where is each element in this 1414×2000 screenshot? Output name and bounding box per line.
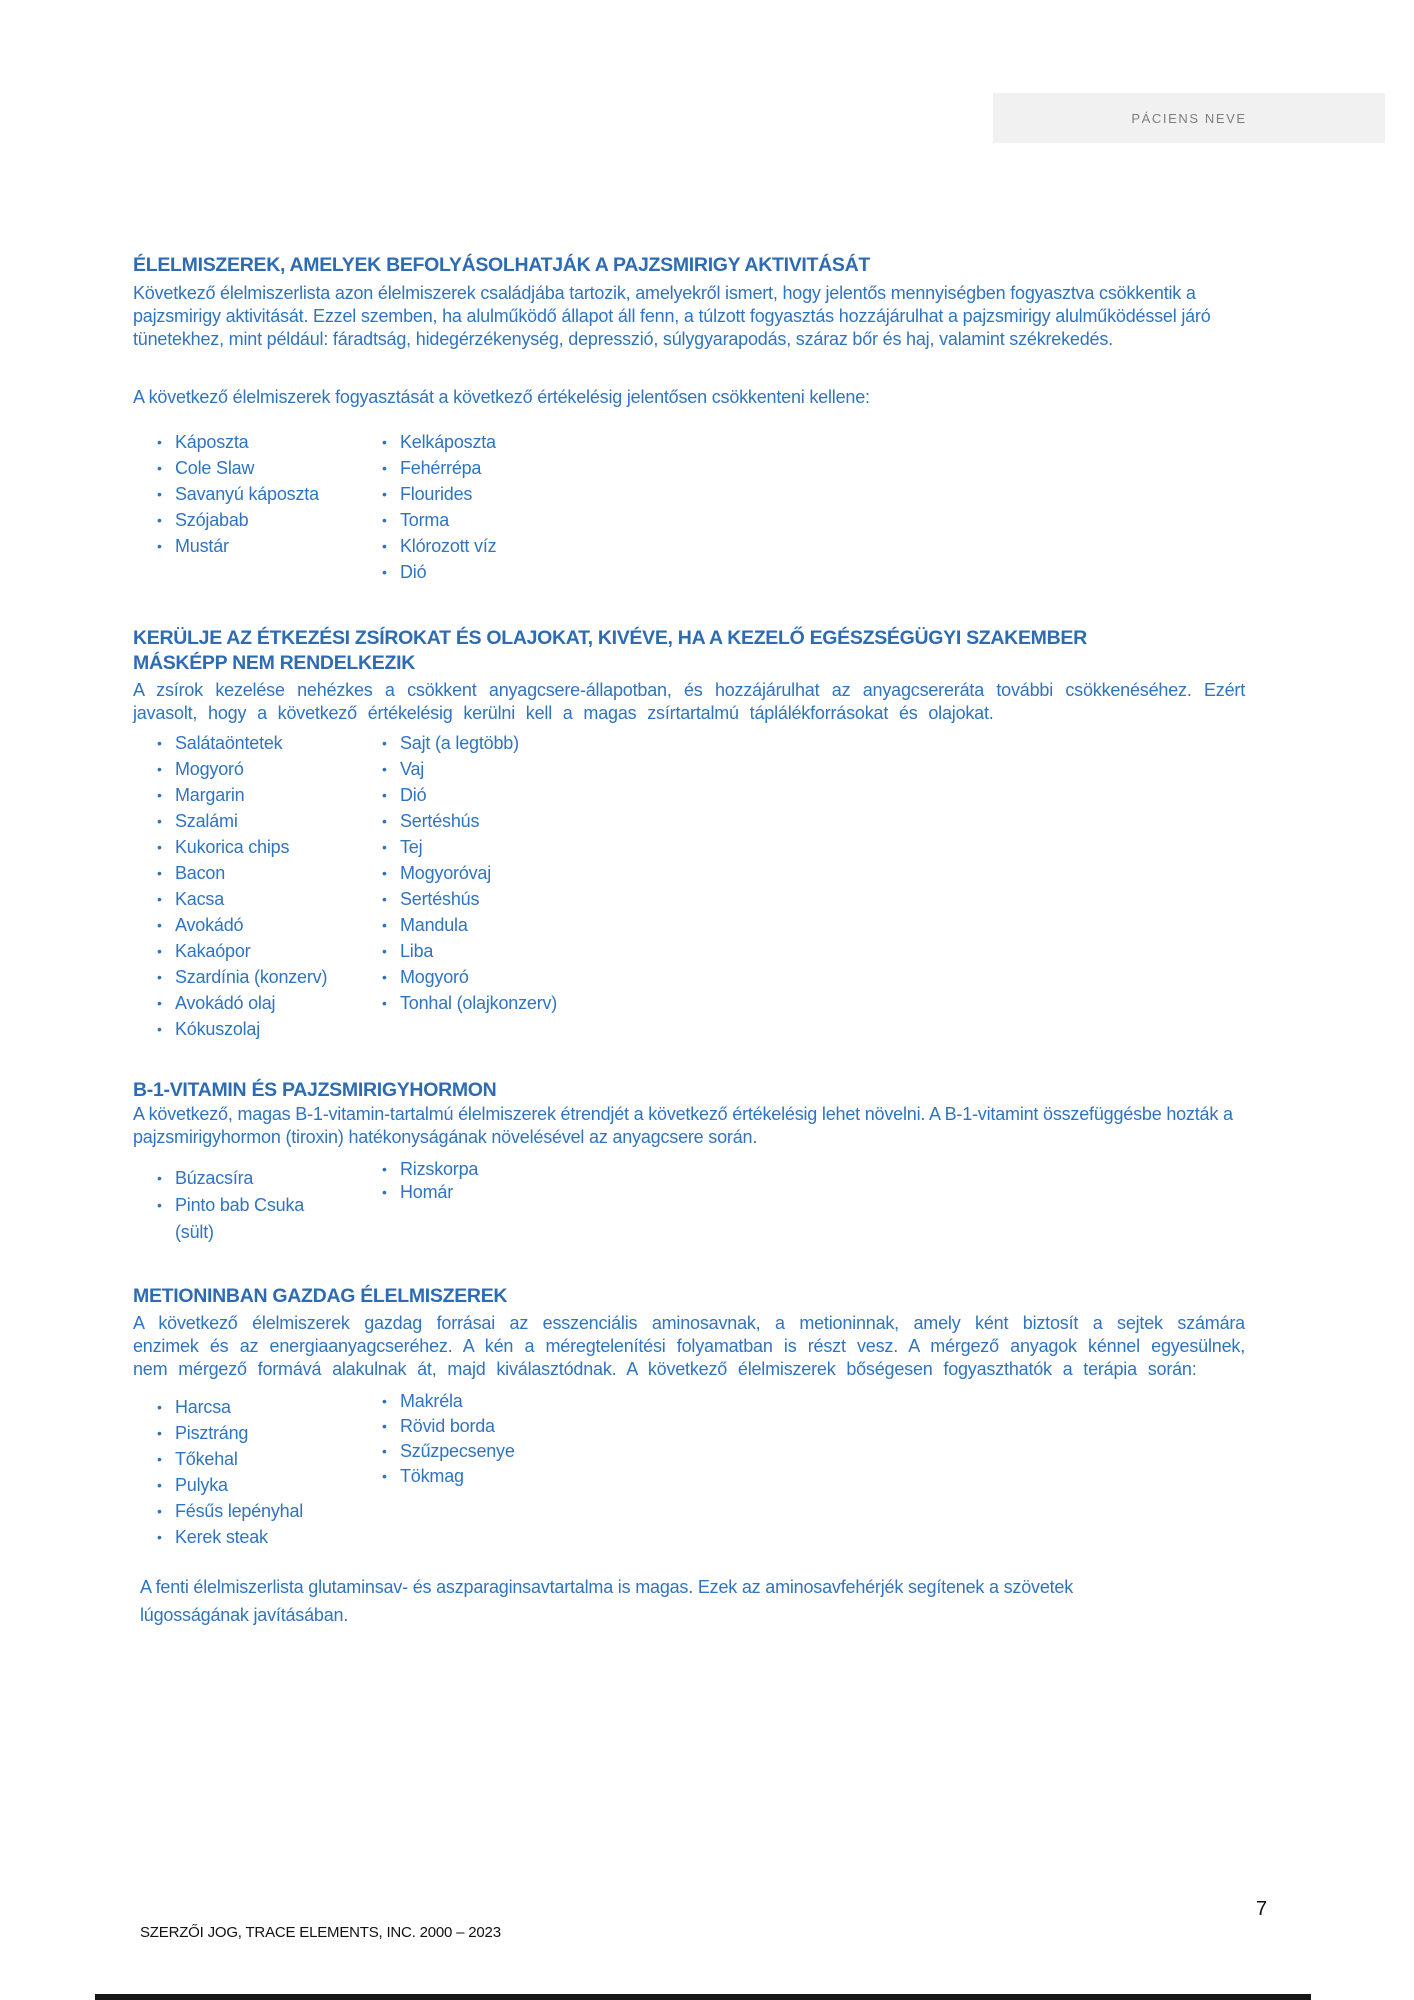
list-item bbox=[380, 1159, 478, 1179]
bullet-icon: • bbox=[157, 1477, 162, 1493]
list-item bbox=[155, 733, 380, 754]
heading-line: KERÜLJE AZ ÉTKEZÉSI ZSÍROKAT ÉS OLAJOKAT, KIVÉVE, HA A KEZELŐ EGÉSZSÉGÜGYI SZAKEMBER bbox=[133, 627, 1087, 649]
bullet-icon: • bbox=[157, 787, 162, 803]
list-item bbox=[155, 1019, 380, 1040]
bullet-icon: • bbox=[382, 943, 387, 959]
bullet-icon: • bbox=[382, 891, 387, 907]
list-item-label: Dió bbox=[400, 562, 427, 582]
list-item bbox=[380, 562, 496, 583]
list-item bbox=[155, 811, 380, 832]
bullet-icon: • bbox=[157, 865, 162, 881]
bullet-icon: • bbox=[382, 917, 387, 933]
bullet-icon: • bbox=[157, 891, 162, 907]
bullet-icon: • bbox=[157, 943, 162, 959]
list-item-label: Makréla bbox=[400, 1391, 463, 1411]
food-list-b1 bbox=[133, 1159, 1245, 1246]
bullet-icon: • bbox=[382, 538, 387, 554]
bullet-icon: • bbox=[157, 917, 162, 933]
section-methionine bbox=[133, 1284, 1245, 1629]
list-item-label: Szardínia (konzerv) bbox=[175, 967, 328, 987]
list-item-label: Szójabab bbox=[175, 510, 249, 530]
list-item-label: Kelkáposzta bbox=[400, 432, 496, 452]
list-item bbox=[155, 993, 380, 1014]
section-intro: A következő élelmiszerek fogyasztását a következő értékelésig jelentősen csökkenteni kellene: bbox=[133, 387, 870, 407]
list-item-label: Homár bbox=[400, 1182, 454, 1202]
list-item bbox=[380, 759, 557, 780]
list-item-label: Avokádó olaj bbox=[175, 993, 276, 1013]
copyright-text: SZERZŐI JOG, TRACE ELEMENTS, INC. 2000 – 2023 bbox=[140, 1924, 501, 1941]
list-item-label: Cole Slaw bbox=[175, 458, 255, 478]
list-item bbox=[380, 941, 557, 962]
list-item-label: Pulyka bbox=[175, 1475, 228, 1495]
bullet-icon: • bbox=[157, 969, 162, 985]
list-item-label: Kerek steak bbox=[175, 1527, 268, 1547]
list-item-label: Margarin bbox=[175, 785, 245, 805]
list-item-label: Mogyoró bbox=[175, 759, 244, 779]
bullet-icon: • bbox=[157, 839, 162, 855]
bullet-icon: • bbox=[382, 460, 387, 476]
list-item bbox=[380, 1466, 515, 1486]
list-item bbox=[155, 458, 380, 479]
list-item-label: Harcsa bbox=[175, 1397, 231, 1417]
list-item-label: Torma bbox=[400, 510, 450, 530]
bullet-icon: • bbox=[382, 865, 387, 881]
bullet-icon: • bbox=[382, 969, 387, 985]
list-item-label: Mogyoróvaj bbox=[400, 863, 492, 883]
bullet-icon: • bbox=[157, 1451, 162, 1467]
list-item-label: Tőkehal bbox=[175, 1449, 238, 1469]
food-list-reduce bbox=[133, 432, 1245, 588]
food-list-methionine bbox=[133, 1391, 1245, 1553]
food-list-column bbox=[380, 1159, 478, 1205]
bullet-icon: • bbox=[382, 813, 387, 829]
bullet-icon: • bbox=[382, 735, 387, 751]
bullet-icon: • bbox=[157, 538, 162, 554]
list-item bbox=[155, 1501, 380, 1522]
bullet-icon: • bbox=[382, 1184, 387, 1200]
bullet-icon: • bbox=[382, 839, 387, 855]
list-item bbox=[155, 1423, 380, 1444]
list-item bbox=[380, 733, 557, 754]
list-item bbox=[155, 1475, 380, 1496]
list-item bbox=[380, 432, 496, 453]
section-heading: B-1-VITAMIN ÉS PAJZSMIRIGYHORMON bbox=[133, 1079, 497, 1101]
bullet-icon: • bbox=[157, 434, 162, 450]
list-item bbox=[155, 837, 380, 858]
list-item bbox=[155, 967, 380, 988]
food-list-column bbox=[155, 1165, 380, 1246]
list-item-label: Kakaópor bbox=[175, 941, 251, 961]
list-item bbox=[380, 536, 496, 557]
list-item-label: Búzacsíra bbox=[175, 1168, 254, 1188]
list-item-label: Rövid borda bbox=[400, 1416, 495, 1436]
bullet-icon: • bbox=[382, 1443, 387, 1459]
section-paragraph: Következő élelmiszerlista azon élelmiszerek családjába tartozik, amelyekről ismert, hogy jelentős mennyiségben fogyasztva csökkentik a pajzsmirigy aktivitását. Ezzel szemben, ha alulműködő állapot áll fenn, a túlzott fogyasztás hozzájárulhat a pajzsmirigy alulműködéssel járó tünetekhez, mint például: fáradtság, hidegérzékenység, depresszió, súlygyarapodás, száraz bőr és haj, valamint székrekedés. bbox=[133, 283, 1211, 349]
list-item-label: Tonhal (olajkonzerv) bbox=[400, 993, 558, 1013]
list-item-label: Tökmag bbox=[400, 1466, 464, 1486]
bullet-icon: • bbox=[157, 1197, 162, 1213]
section-avoid-fats bbox=[133, 626, 1245, 1045]
list-item-label: Fésűs lepényhal bbox=[175, 1501, 304, 1521]
bullet-icon: • bbox=[157, 1529, 162, 1545]
bullet-icon: • bbox=[157, 761, 162, 777]
bullet-icon: • bbox=[382, 486, 387, 502]
bullet-icon: • bbox=[157, 1425, 162, 1441]
list-item bbox=[155, 510, 380, 531]
list-item bbox=[155, 785, 380, 806]
bullet-icon: • bbox=[382, 1393, 387, 1409]
food-list-column bbox=[380, 432, 496, 588]
list-item bbox=[380, 1441, 515, 1461]
list-item-label: Sajt (a legtöbb) bbox=[400, 733, 519, 753]
bullet-icon: • bbox=[157, 735, 162, 751]
patient-name-label: PÁCIENS NEVE bbox=[1131, 110, 1247, 126]
list-item bbox=[380, 510, 496, 531]
bullet-icon: • bbox=[157, 1503, 162, 1519]
list-item-label: Avokádó bbox=[175, 915, 244, 935]
list-item-label: Sertéshús bbox=[400, 889, 480, 909]
list-item-label: Dió bbox=[400, 785, 427, 805]
food-list-column bbox=[155, 1397, 380, 1553]
list-item bbox=[380, 1416, 515, 1436]
section-paragraph: A következő, magas B-1-vitamin-tartalmú élelmiszerek étrendjét a következő értékelésig lehet növelni. A B-1-vitamint összefüggésbe hozták a pajzsmirigyhormon (tiroxin) hatékonyságának növelésével az anyagcsere során. bbox=[133, 1104, 1233, 1147]
list-item bbox=[380, 889, 557, 910]
bullet-icon: • bbox=[157, 512, 162, 528]
list-item-label: Klórozott víz bbox=[400, 536, 497, 556]
list-item bbox=[155, 1527, 380, 1548]
bullet-icon: • bbox=[157, 1170, 162, 1186]
list-item-label: Fehérrépa bbox=[400, 458, 482, 478]
food-list-avoid bbox=[133, 733, 1245, 1045]
section-heading: METIONINBAN GAZDAG ÉLELMISZEREK bbox=[133, 1285, 508, 1307]
list-item bbox=[380, 837, 557, 858]
list-item-label: Pinto bab Csuka (sült) bbox=[175, 1195, 305, 1242]
list-item-label: Vaj bbox=[400, 759, 425, 779]
closing-paragraph: A fenti élelmiszerlista glutaminsav- és aszparaginsavtartalma is magas. Ezek az aminosavfehérjék segítenek a szövetek lúgosságának javításában. bbox=[140, 1577, 1074, 1625]
list-item bbox=[380, 863, 557, 884]
list-item bbox=[380, 915, 557, 936]
bullet-icon: • bbox=[382, 1161, 387, 1177]
list-item bbox=[380, 967, 557, 988]
section-heading bbox=[133, 626, 1245, 676]
section-thyroid-foods bbox=[133, 253, 1245, 588]
list-item bbox=[155, 484, 380, 505]
list-item-label: Kókuszolaj bbox=[175, 1019, 261, 1039]
list-item bbox=[155, 1165, 330, 1192]
list-item bbox=[380, 1391, 515, 1411]
section-paragraph: A következő élelmiszerek gazdag forrásai az esszenciális aminosavnak, a metioninnak, amely ként biztosít a sejtek számára enzimek és az energiaanyagcseréhez. A kén a méregtelenítési folyamatban is részt vesz. A mérgező anyagok kénnel egyesülnek, nem mérgező formává alakulnak át, majd kiválasztódnak. A következő élelmiszerek bőségesen fogyaszthatók a terápia során: bbox=[133, 1313, 1245, 1379]
bullet-icon: • bbox=[382, 1418, 387, 1434]
section-heading: ÉLELMISZEREK, AMELYEK BEFOLYÁSOLHATJÁK A PAJZSMIRIGY AKTIVITÁSÁT bbox=[133, 254, 871, 276]
list-item bbox=[380, 785, 557, 806]
list-item bbox=[380, 993, 557, 1014]
list-item bbox=[155, 1449, 380, 1470]
list-item-label: Liba bbox=[400, 941, 434, 961]
list-item-label: Pisztráng bbox=[175, 1423, 249, 1443]
list-item-label: Mustár bbox=[175, 536, 229, 556]
bullet-icon: • bbox=[382, 995, 387, 1011]
list-item bbox=[155, 1397, 380, 1418]
document-content bbox=[133, 0, 1245, 1629]
food-list-column bbox=[380, 733, 557, 1019]
list-item-label: Savanyú káposzta bbox=[175, 484, 319, 504]
list-item bbox=[380, 484, 496, 505]
list-item bbox=[155, 863, 380, 884]
list-item-label: Kukorica chips bbox=[175, 837, 290, 857]
page-number: 7 bbox=[1256, 1898, 1268, 1920]
list-item bbox=[155, 941, 380, 962]
list-item-label: Mogyoró bbox=[400, 967, 469, 987]
list-item-label: Sertéshús bbox=[400, 811, 480, 831]
section-paragraph: A zsírok kezelése nehézkes a csökkent anyagcsere-állapotban, és hozzájárulhat az anyagcsereráta további csökkenéséhez. Ezért javasolt, hogy a következő értékelésig kerülni kell a magas zsírtartalmú táplálékforrásokat és olajokat. bbox=[133, 680, 1245, 723]
list-item bbox=[380, 458, 496, 479]
list-item-label: Szűzpecsenye bbox=[400, 1441, 515, 1461]
list-item bbox=[155, 1192, 330, 1246]
bottom-bar bbox=[95, 1994, 1311, 2000]
list-item bbox=[155, 759, 380, 780]
bullet-icon: • bbox=[382, 1468, 387, 1484]
bullet-icon: • bbox=[157, 486, 162, 502]
list-item-label: Rizskorpa bbox=[400, 1159, 479, 1179]
list-item-label: Mandula bbox=[400, 915, 468, 935]
food-list-column bbox=[155, 432, 380, 562]
list-item bbox=[155, 432, 380, 453]
section-vitamin-b1 bbox=[133, 1078, 1245, 1246]
list-item-label: Bacon bbox=[175, 863, 226, 883]
bullet-icon: • bbox=[382, 434, 387, 450]
bullet-icon: • bbox=[382, 564, 387, 580]
list-item-label: Salátaöntetek bbox=[175, 733, 283, 753]
bullet-icon: • bbox=[157, 460, 162, 476]
list-item-label: Tej bbox=[400, 837, 423, 857]
bullet-icon: • bbox=[157, 1399, 162, 1415]
bullet-icon: • bbox=[157, 813, 162, 829]
heading-line: MÁSKÉPP NEM RENDELKEZIK bbox=[133, 652, 416, 674]
list-item bbox=[155, 536, 380, 557]
bullet-icon: • bbox=[382, 512, 387, 528]
list-item-label: Káposzta bbox=[175, 432, 249, 452]
list-item-label: Flourides bbox=[400, 484, 473, 504]
food-list-column bbox=[380, 1391, 515, 1491]
food-list-column bbox=[155, 733, 380, 1045]
bullet-icon: • bbox=[157, 995, 162, 1011]
list-item-label: Kacsa bbox=[175, 889, 225, 909]
list-item bbox=[380, 1182, 478, 1202]
list-item bbox=[155, 915, 380, 936]
list-item bbox=[155, 889, 380, 910]
list-item bbox=[380, 811, 557, 832]
list-item-label: Szalámi bbox=[175, 811, 238, 831]
bullet-icon: • bbox=[382, 787, 387, 803]
bullet-icon: • bbox=[382, 761, 387, 777]
bullet-icon: • bbox=[157, 1021, 162, 1037]
